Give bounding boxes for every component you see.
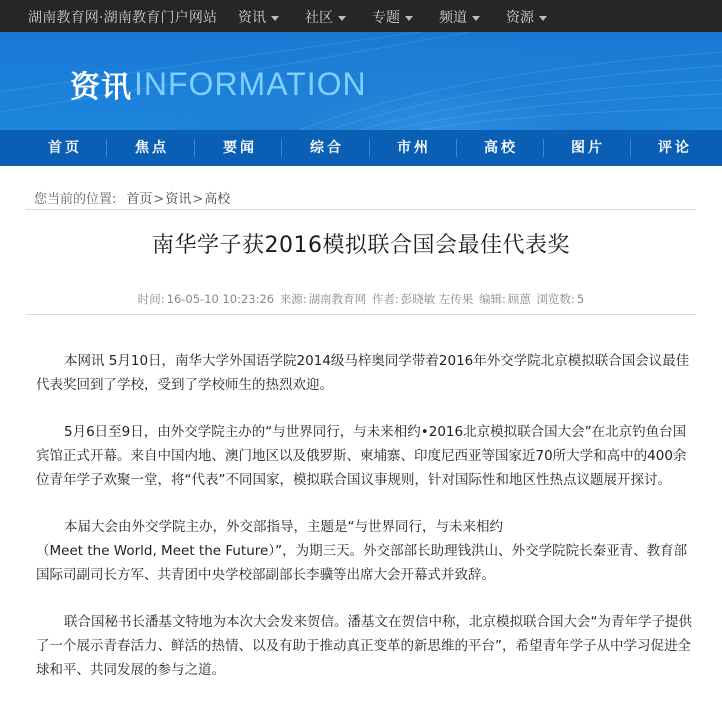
meta-views: 5 <box>576 292 585 306</box>
breadcrumb-separator: > <box>153 192 165 207</box>
banner-title <box>70 62 367 106</box>
nav-divider <box>194 139 195 157</box>
breadcrumb-home-link[interactable]: 首页 <box>126 192 153 207</box>
nav-divider <box>630 139 631 157</box>
nav-divider <box>281 139 282 157</box>
top-menu-item-topics[interactable] <box>372 7 413 27</box>
breadcrumb-separator: > <box>192 192 204 207</box>
top-menu <box>238 7 573 27</box>
article-title: 南华学子获2016模拟联合国会最佳代表奖 <box>152 233 570 258</box>
nav-divider <box>106 139 107 157</box>
breadcrumb-news-link[interactable]: 资讯 <box>165 192 192 207</box>
nav-item-comments[interactable]: 评论 <box>658 140 692 156</box>
meta-source: 湖南教育网 <box>308 292 367 306</box>
top-menu-item-channels[interactable] <box>439 7 480 27</box>
article-paragraph: （Meet the World, Meet the Future）”，为期三天。外交部部长助理钱洪山、外交学院院长秦亚青、教育部国际司副司长方军、共青团中央学校部副部长李骥等出席大会开幕式并致辞。 <box>36 543 688 583</box>
top-menu-label: 社区 <box>305 10 333 26</box>
nav-item-focus[interactable]: 焦点 <box>135 140 169 156</box>
banner-title-en: INFORMATION <box>134 65 367 102</box>
article-meta <box>0 291 722 307</box>
chevron-down-icon <box>271 16 279 21</box>
top-menu-item-community[interactable] <box>305 7 346 27</box>
meta-author-label: 作者: <box>371 292 399 306</box>
nav-item-photos[interactable]: 图片 <box>571 140 605 156</box>
meta-time-label: 时间: <box>137 292 165 306</box>
nav-item-universities[interactable]: 高校 <box>484 140 518 156</box>
breadcrumb-universities-link[interactable]: 高校 <box>204 192 231 207</box>
meta-editor: 顾蒽 <box>507 292 531 306</box>
chevron-down-icon <box>472 16 480 21</box>
top-menu-item-news[interactable] <box>238 7 279 27</box>
nav-divider <box>369 139 370 157</box>
nav-item-general[interactable]: 综合 <box>310 140 344 156</box>
nav-divider <box>543 139 544 157</box>
top-menu-label: 资讯 <box>238 10 266 26</box>
meta-editor-label: 编辑: <box>479 292 506 306</box>
meta-author: 彭晓敏 左传果 <box>400 292 474 306</box>
chevron-down-icon <box>338 16 346 21</box>
chevron-down-icon <box>539 16 547 21</box>
top-menu-label: 频道 <box>439 10 467 26</box>
article-paragraph: 5月6日至9日，由外交学院主办的“与世界同行，与未来相约•2016北京模拟联合国大会”在北京钓鱼台国宾馆正式开幕。来自中国内地、澳门地区以及俄罗斯、柬埔寨、印度尼西亚等国家近70所大学和高中的400余位青年学子欢聚一堂，将“代表”不同国家，模拟联合国议事规则，针对国际性和地区性热点议题展开探讨。 <box>36 424 687 488</box>
meta-views-label: 浏览数: <box>536 292 575 306</box>
divider <box>26 314 696 315</box>
nav-divider <box>456 139 457 157</box>
nav-item-cities[interactable]: 市州 <box>397 140 431 156</box>
article-body <box>36 349 696 682</box>
breadcrumb-label: 您当前的位置: <box>34 192 117 207</box>
article-paragraph: 本届大会由外交学院主办，外交部指导，主题是“与世界同行，与未来相约 <box>64 519 503 535</box>
meta-time: 16-05-10 10:23:26 <box>166 292 275 306</box>
meta-source-label: 来源: <box>279 292 307 306</box>
top-menu-label: 专题 <box>372 10 400 26</box>
nav-item-headlines[interactable]: 要闻 <box>223 140 257 156</box>
article-paragraph: 联合国秘书长潘基文特地为本次大会发来贺信。潘基文在贺信中称，北京模拟联合国大会“为青年学子提供了一个展示青春活力、鲜活的热情、以及有助于推动真正变革的新思维的平台”，希望青年学子从中学习促进全球和平、共同发展的参与之道。 <box>36 614 692 678</box>
nav-item-home[interactable]: 首页 <box>48 140 82 156</box>
banner-title-cn: 资讯 <box>70 70 132 105</box>
top-bar <box>0 0 722 32</box>
article-paragraph: 本网讯 5月10日，南华大学外国语学院2014级马梓奥同学带着2016年外交学院北京模拟联合国会议最佳代表奖回到了学校，受到了学校师生的热烈欢迎。 <box>36 353 690 393</box>
divider <box>26 209 696 210</box>
top-menu-label: 资源 <box>506 10 534 26</box>
breadcrumb <box>34 188 230 207</box>
chevron-down-icon <box>405 16 413 21</box>
site-name-link[interactable]: 湖南教育网·湖南教育门户网站 <box>28 10 218 26</box>
top-menu-item-resources[interactable] <box>506 7 547 27</box>
main-nav <box>0 130 722 166</box>
channel-banner <box>0 32 722 130</box>
